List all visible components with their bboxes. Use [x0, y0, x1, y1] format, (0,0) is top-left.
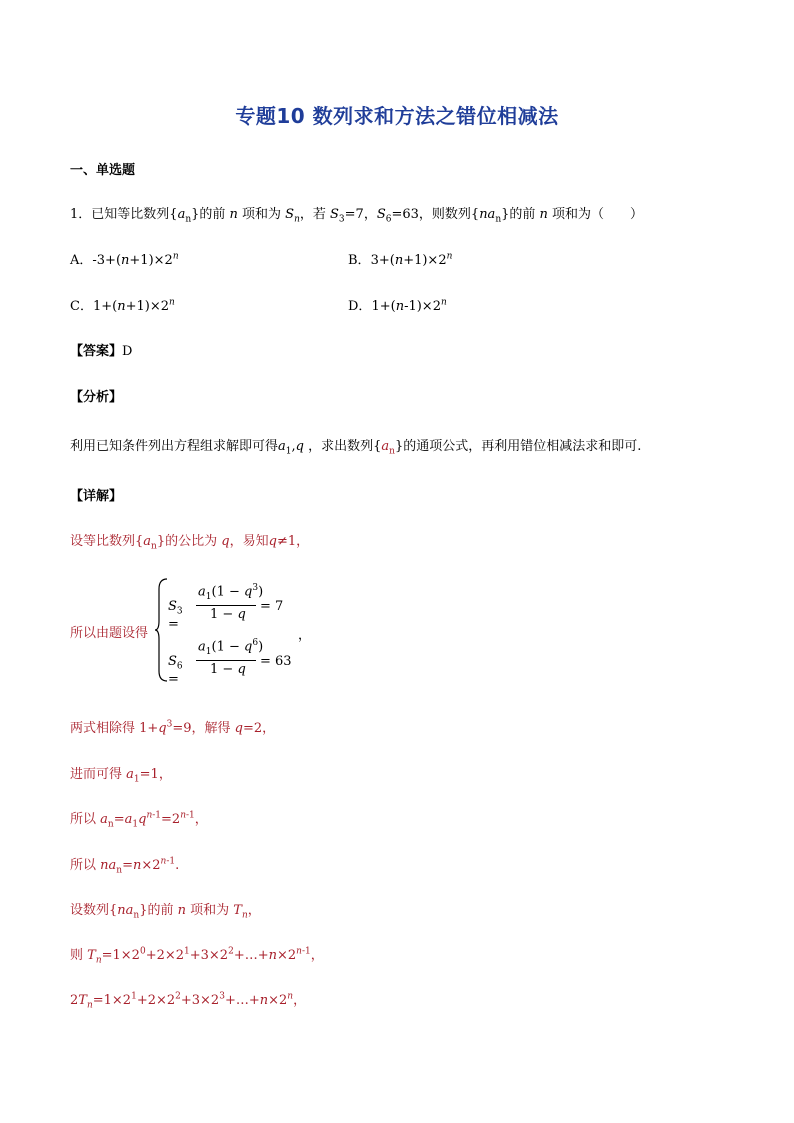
detail-line-1c: ，易知: [229, 534, 269, 549]
option-b-label: B．: [348, 253, 371, 268]
answer-value: D: [122, 344, 133, 359]
page-title: 专题10 数列求和方法之错位相减法: [235, 104, 559, 128]
analysis-text: 利用已知条件列出方程组求解即可得$a_1,q$ ，求出数列$\{a_n\}$的通项公式，再利用错位相减法求和即可.: [70, 439, 642, 457]
detail-line-4-text: 进而可得: [70, 767, 123, 782]
option-c: C．$1+(n+1)\times 2^n$: [70, 297, 175, 314]
detail-line-7: 设数列$\{na_n\}$的前 n 项和为 $T_n$，: [70, 903, 261, 921]
detail-line-9: $2T_n=1\times 2^1+2\times 2^2+3\times 2^3+\dots+n\times 2^n$，: [70, 991, 307, 1011]
document-page: 专题10 数列求和方法之错位相减法 一、单选题 1．已知等比数列$\{a_n\}$的前 n 项和为 $S_n$，若 $S_3=7$，$S_6=63$，则数列$\{na_n\}$的前 n 项和为（ ） A．$-3+(n+1)\times 2^n$ B．$3+(n+1)\times 2^n$ C．$1+(n+1)\times 2^n$ D．$1+(n-1)\times 2^n$ 【答案】D 【分析】 利用已知条件列出方程组求解即可得$a_1,q$ ，求出数列$\{a_n\}$的通项公式，再利用错位相减法求和即可. 【详解】 设等比数列$\{a_n\}$的公比为 q，易知q≠1， 所以由题设得 $S_3$ = $a_1(1 - q^3)$ 1 − q = 7 $S_6$ = $a_1(1 - q^6)$ 1 − q = 63 ， 两式相除得 $1+q^3=9$，解得 q=2， 进而可得 $a_1=1$， 所以 $a_n=a_1q^{n-1}=2^{n-1}$， 所以 $na_n=n\times 2^{n-1}$. 设数列$\{na_n\}$的前 n 项和为 $T_n$， 则 $T_n=1\times 2^0+2\times 2^1+3\times 2^2+\dots+n\times 2^{n-1}$， $2T_n=1\times 2^1+2\times 2^2+3\times 2^3+\dots+n\times 2^n$，: [0, 0, 794, 1123]
option-c-label: C．: [70, 299, 93, 314]
detail-line-7a: 设数列{: [70, 903, 118, 918]
analysis-label: 【分析】: [70, 390, 123, 405]
question-stem: 1．已知等比数列$\{a_n\}$的前 n 项和为 $S_n$，若 $S_3=7$，$S_6=63$，则数列$\{na_n\}$的前 n 项和为（ ）: [70, 207, 644, 225]
detail-line-5-text: 所以: [70, 812, 97, 827]
detail-line-5: 所以 $a_n=a_1q^{n-1}=2^{n-1}$，: [70, 810, 208, 830]
detail-line-3: 两式相除得 $1+q^3=9$，解得 q=2，: [70, 719, 276, 736]
equation-comma: ，: [298, 628, 312, 643]
detail-line-6: 所以 $na_n=n\times 2^{n-1}$.: [70, 856, 180, 876]
option-a: A．$-3+(n+1)\times 2^n$: [70, 251, 179, 268]
equation-2-rhs: = 63: [260, 654, 292, 669]
detail-line-6-text: 所以: [70, 858, 97, 873]
detail-line-8-text: 则: [70, 948, 84, 963]
analysis-part2: ，求出数列{: [308, 439, 382, 454]
answer-label: 【答案】: [70, 344, 123, 359]
detail-line-7c: 项和为: [190, 903, 230, 918]
detail-line-7b: }的前: [139, 903, 174, 918]
detail-line-2: 所以由题设得: [70, 626, 149, 641]
option-b: B．$3+(n+1)\times 2^n$: [348, 251, 453, 268]
detail-line-4: 进而可得 $a_1=1$，: [70, 767, 172, 785]
equation-1-rhs: = 7: [260, 599, 284, 614]
answer-line: [70, 340, 132, 359]
detail-line-8: 则 $T_n=1\times 2^0+2\times 2^1+3\times 2^2+\dots+n\times 2^{n-1}$，: [70, 946, 324, 966]
analysis-part3: }的通项公式，再利用错位相减法求和即可.: [394, 439, 642, 454]
detail-line-1a: 设等比数列{: [70, 534, 144, 549]
question-number: 1．: [70, 207, 92, 222]
question-text: 已知等比数列{: [91, 207, 178, 222]
left-brace-icon: [155, 577, 169, 683]
option-d: D．$1+(n-1)\times 2^n$: [348, 297, 447, 314]
option-a-label: A．: [70, 253, 93, 268]
detail-line-1: 设等比数列$\{a_n\}$的公比为 q，易知q≠1，: [70, 534, 310, 552]
section-heading: 一、单选题: [70, 163, 136, 178]
analysis-part1: 利用已知条件列出方程组求解即可得: [70, 439, 279, 454]
detail-line-3a: 两式相除得 1+: [70, 721, 159, 736]
detail-label: 【详解】: [70, 489, 123, 504]
option-d-label: D．: [348, 299, 372, 314]
detail-line-1b: }的公比为: [156, 534, 218, 549]
